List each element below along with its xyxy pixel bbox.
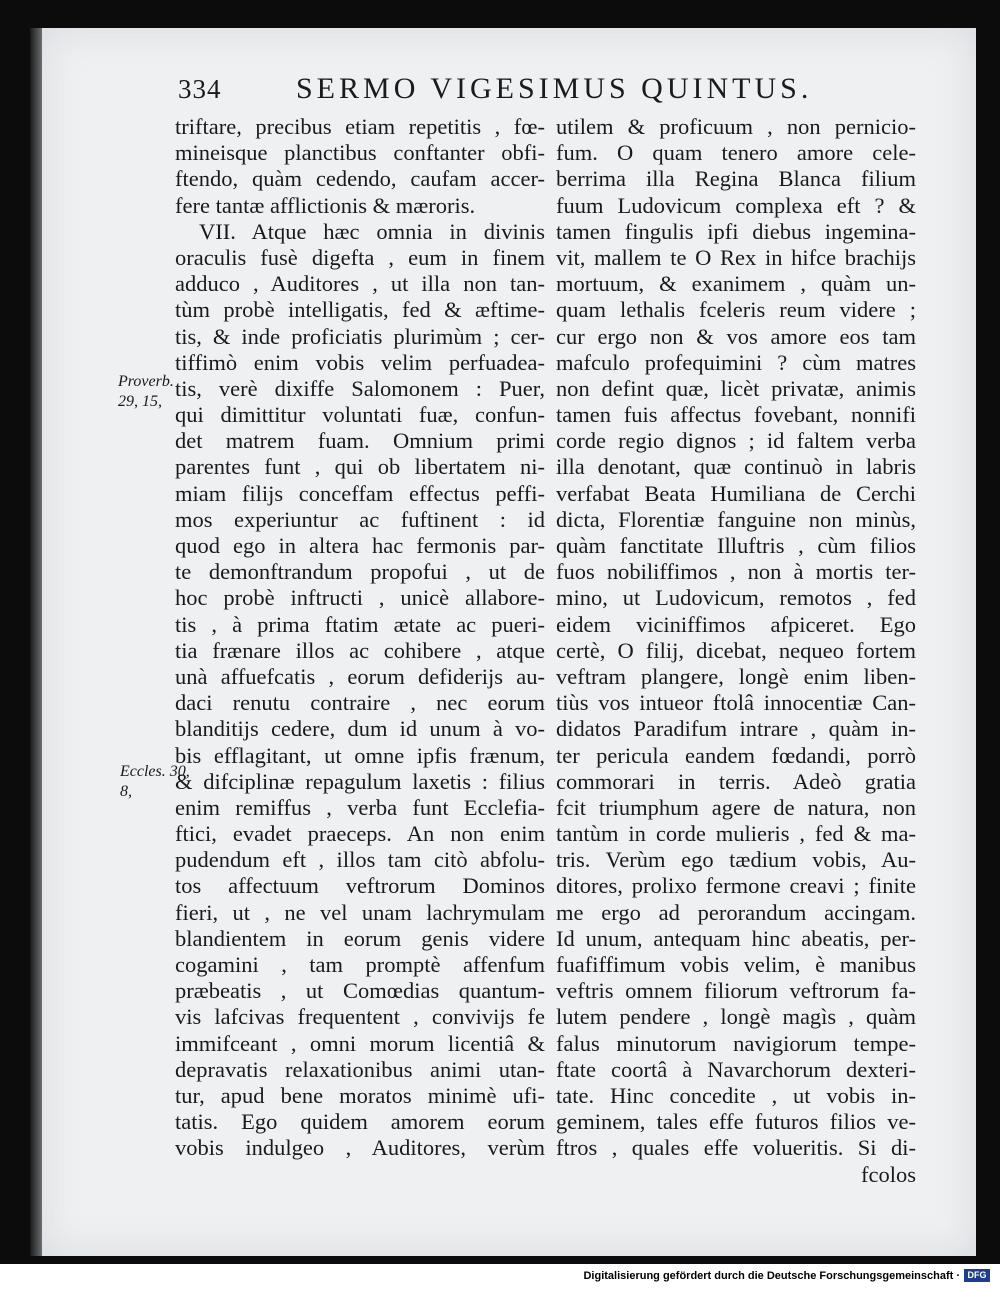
text-line: tis, & inde proficiatis plurimùm ; cer- (175, 323, 545, 349)
text-line: dicta, Florentiæ fanguine non minùs, (556, 506, 916, 532)
text-line: daci renutu contraire , nec eorum (175, 690, 545, 716)
text-column-left (175, 114, 545, 1162)
text-line: ftendo, quàm cedendo, caufam accer- (175, 166, 545, 192)
text-line: tùm probè intelligatis, fed & æftime- (175, 297, 545, 323)
text-line: blanditijs cedere, dum id unum à vo- (175, 716, 545, 742)
text-line: illa denotant, quæ continuò in labris (556, 454, 916, 480)
text-line: te demonftrandum propofui , ut de (175, 559, 545, 585)
text-line: VII. Atque hæc omnia in divinis (199, 218, 545, 244)
text-line: ftici, evadet praeceps. An non enim (175, 821, 545, 847)
text-line: eidem viciniffimos afpiceret. Ego (556, 611, 916, 637)
text-line: fere tantæ afflictionis & mæroris. (175, 192, 476, 218)
dfg-logo: DFG (964, 1269, 990, 1282)
text-line: lutem pendere , longè magìs , quàm (556, 1004, 916, 1030)
text-line: tia frænare illos ac cohibere , atque (175, 637, 545, 663)
text-line: depravatis relaxationibus animi utan- (175, 1056, 545, 1082)
text-line: enim remiffus , verba funt Ecclefia- (175, 794, 545, 820)
text-line: miam filijs conceffam effectus peffi- (175, 480, 545, 506)
text-line: & difciplinæ repagulum laxetis : filius (175, 768, 545, 794)
text-line: didatos Paradifum intrare , quàm in- (556, 716, 916, 742)
text-line: tiùs vos intueor ftolâ innocentiæ Can- (556, 690, 916, 716)
text-line: falus minutorum navigiorum tempe- (556, 1030, 916, 1056)
funding-credit: Digitalisierung gefördert durch die Deutsche Forschungsgemeinschaft · (583, 1270, 960, 1282)
text-line: ftros , quales effe volueritis. Si di- (556, 1135, 916, 1161)
text-line: fum. O quam tenero amore cele- (556, 140, 916, 166)
text-line: fuafiffimum vobis velim, è manibus (556, 952, 916, 977)
text-line: parentes funt , qui ob libertatem ni- (175, 454, 545, 480)
text-line: det matrem fuam. Omnium primi (175, 428, 545, 454)
text-line: mineisque planctibus conftanter obfi- (175, 140, 545, 166)
text-line: ter pericula eandem fœdandi, porrò (556, 742, 916, 768)
text-line: veftris omnem filiorum veftrorum fa- (556, 978, 916, 1004)
text-line: tamen fingulis ipfi diebus ingemina- (556, 218, 916, 244)
text-line: verfabat Beata Humiliana de Cerchi (556, 480, 916, 506)
text-line: quod ego in altera hac fermonis par- (175, 533, 545, 558)
text-line: tur, apud bene moratos minimè ufi- (175, 1082, 545, 1108)
text-column-right (556, 114, 916, 1188)
text-line: blandientem in eorum genis videre (175, 925, 545, 951)
text-line: me ergo ad perorandum accingam. (556, 899, 916, 925)
text-line: bis efflagitant, ut omne ipfis frænum, (175, 742, 545, 768)
text-line: immifceant , omni morum licentiâ & (175, 1030, 545, 1056)
text-line: vobis indulgeo , Auditores, verùm (175, 1135, 545, 1161)
text-line: cogamini , tam promptè affenfum (175, 952, 545, 977)
text-line: tis , à prima ftatim ætate ac pueri- (175, 611, 545, 637)
text-line: fieri, ut , ne vel unam lachrymulam (175, 899, 545, 925)
page-edge (30, 28, 42, 1256)
text-line: certè, O filij, dicebat, nequeo fortem (556, 637, 916, 663)
text-line: mino, ut Ludovicum, remotos , fed (556, 585, 916, 611)
text-line: mafculo profequimini ? cùm matres (556, 349, 916, 375)
text-line: corde regio dignos ; id faltem verba (556, 428, 916, 454)
text-line: hoc probè inftructi , unicè allabore- (175, 585, 545, 611)
text-line: mos experiuntur ac fuftinent : id (175, 506, 545, 532)
text-line: fcolos (861, 1161, 916, 1187)
text-line: utilem & proficuum , non pernicio- (556, 114, 916, 139)
footer-bar (0, 1264, 1000, 1289)
text-line: tantùm in corde mulieris , fed & ma- (556, 821, 916, 847)
text-line: veftram plangere, longè enim liben- (556, 663, 916, 689)
text-line: tris. Verùm ego tædium vobis, Au- (556, 847, 916, 873)
text-line: pudendum eft , illos tam citò abfolu- (175, 847, 545, 873)
text-line: tatis. Ego quidem amorem eorum (175, 1109, 545, 1135)
text-line: quam lethalis fceleris reum videre ; (556, 297, 916, 323)
margin-note-ecclesiasticus: Eccles. 30, 8, (120, 763, 190, 800)
text-line: tate. Hinc concedite , ut vobis in- (556, 1082, 916, 1108)
text-line: non defint quæ, licèt privatæ, animis (556, 375, 916, 401)
page-number: 334 (178, 74, 222, 104)
text-line: mortuum, & exanimem , quàm un- (556, 271, 916, 297)
text-line: ftate coortâ à Navarchorum dexteri- (556, 1056, 916, 1082)
text-line: triftare, precibus etiam repetitis , fœ- (175, 114, 545, 139)
text-line: ditores, prolixo fermone creavi ; finite (556, 873, 916, 899)
text-line: tiffimò enim vobis velim perfuadea- (175, 349, 545, 375)
running-head: SERMO VIGESIMUS QUINTUS. (296, 72, 813, 105)
text-line: fcit triumphum agere de natura, non (556, 794, 916, 820)
text-line: tos affectuum veftrorum Dominos (175, 873, 545, 899)
text-line: berrima illa Regina Blanca filium (556, 166, 916, 192)
text-line: cur ergo non & vos amore eos tam (556, 323, 916, 349)
text-line: oraculis fusè digefta , eum in finem (175, 244, 545, 270)
text-line: vis lafcivas frequentent , convivijs fe (175, 1004, 545, 1030)
text-line: fuum Ludovicum complexa eft ? & (556, 192, 916, 218)
page-header (128, 68, 828, 108)
text-line: fuos nobiliffimos , non à mortis ter- (556, 559, 916, 585)
text-line: geminem, tales effe futuros filios ve- (556, 1109, 916, 1135)
margin-note-proverbs: Proverb. 29, 15, (118, 373, 174, 410)
text-line: commorari in terris. Adeò gratia (556, 768, 916, 794)
text-line: vit, mallem te O Rex in hifce brachijs (556, 244, 916, 270)
text-line: quàm fanctitate Illuftris , cùm filios (556, 533, 916, 558)
text-line: unà affuefcatis , eorum defiderijs au- (175, 663, 545, 689)
text-line: tis, verè dixiffe Salomonem : Puer, (175, 375, 545, 401)
text-line: Id unum, antequam hinc abeatis, per- (556, 925, 916, 951)
text-line: qui dimittitur voluntati fuæ, confun- (175, 402, 545, 428)
text-line: præbeatis , ut Comœdias quantum- (175, 978, 545, 1004)
text-line: adduco , Auditores , ut illa non tan- (175, 271, 545, 297)
text-line: tamen fuis affectus fovebant, nonnifi (556, 402, 916, 428)
